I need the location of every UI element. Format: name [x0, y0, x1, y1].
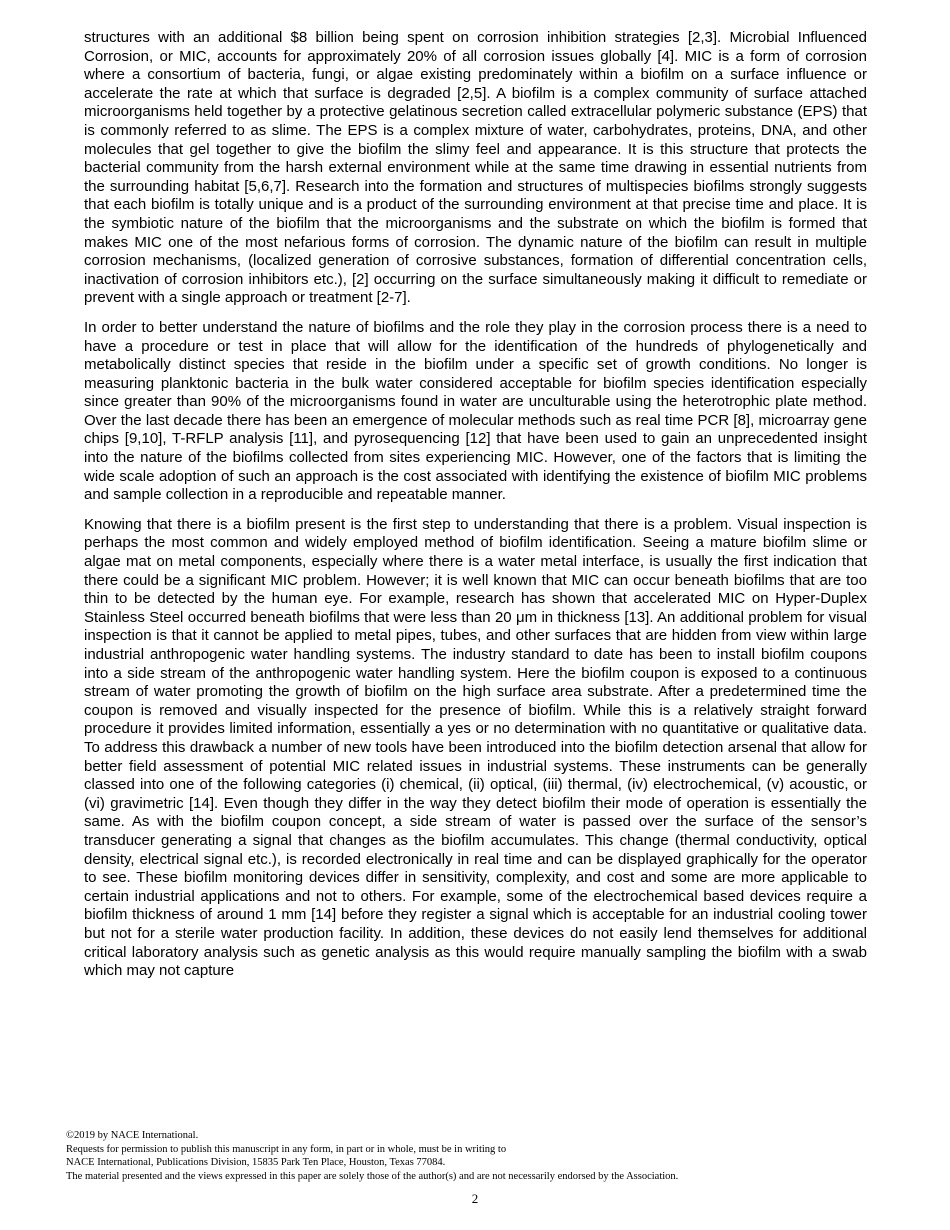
footer-address: NACE International, Publications Division, 15835 Park Ten Place, Houston, Texas 77084. [66, 1157, 446, 1169]
paragraph-2: In order to better understand the nature of biofilms and the role they play in the corrosion process there is a need to have a procedure or test in place that will allow for the identification of the hundreds of phylogenetically and metabolically distinct species that reside in the biofilm under a specific set of growth conditions. No longer is measuring planktonic bacteria in the bulk water considered acceptable for biofilm species identification especially since greater than 90% of the microorganisms found in water are unculturable using the heterotrophic plate method. Over the last decade there has been an emergence of molecular methods such as real time PCR [8], microarray gene chips [9,10], T-RFLP analysis [11], and pyrosequencing [12] that have been used to gain an unprecedented insight into the nature of the biofilms collected from sites experiencing MIC. However, one of the factors that is limiting the wide scale adoption of such an approach is the cost associated with identifying the existence of biofilm MIC problems and sample collection in a reproducible and repeatable manner. [84, 318, 867, 504]
paragraph-3: Knowing that there is a biofilm present is the first step to understanding that there is a problem. Visual inspection is perhaps the most common and widely employed method of biofilm identification. Seeing a mature biofilm slime or algae mat on metal components, especially where there is a water metal interface, is usually the first indication that there could be a significant MIC problem. However; it is well known that MIC can occur beneath biofilms that are too thin to be detected by the human eye. For example, research has shown that accelerated MIC on Hyper-Duplex Stainless Steel occurred beneath biofilms that were less than 20 μm in thickness [13]. An additional problem for visual inspection is that it cannot be applied to metal pipes, tubes, and other surfaces that are hidden from view within large industrial anthropogenic water handling systems. The industry standard to date has been to install biofilm coupons into a side stream of the anthropogenic water handling system. Here the biofilm coupon is exposed to a continuous stream of water promoting the growth of biofilm on the high surface area substrate. After a predetermined time the coupon is removed and visually inspected for the presence of biofilm. While this is a relatively straight forward procedure it provides limited information, essentially a yes or no determination with no quantitative or qualitative data. To address this drawback a number of new tools have been introduced into the biofilm detection arsenal that allow for better field assessment of potential MIC related issues in industrial systems. These instruments can be generally classed into one of the following categories (i) chemical, (ii) optical, (iii) thermal, (iv) electrochemical, (v) acoustic, or (vi) gravimetric [14]. Even though they differ in the way they detect biofilm their mode of operation is essentially the same. As with the biofilm coupon concept, a side stream of water is passed over the surface of the sensor’s transducer generating a signal that changes as the biofilm accumulates. This change (thermal conductivity, optical density, electrical signal etc.), is recorded electronically in real time and can be displayed graphically for the operator to see. These biofilm monitoring devices differ in sensitivity, complexity, and cost and some are more applicable to certain industrial applications and not to others. For example, some of the electrochemical based devices require a biofilm thickness of around 1 mm [14] before they register a signal which is acceptable for an industrial cooling tower but not for a sterile water production facility. In addition, these devices do not easily lend themselves for additional critical laboratory analysis such as genetic analysis as this would require manually sampling the biofilm with a swab which may not capture [84, 515, 867, 980]
footer-permission: Requests for permission to publish this manuscript in any form, in part or in whole, must be in writing to [66, 1143, 507, 1155]
copyright-footer [66, 1129, 886, 1183]
footer-disclaimer: The material presented and the views expressed in this paper are solely those of the author(s) and are not necessarily endorsed by the Association. [66, 1170, 679, 1182]
footer-copyright: ©2019 by NACE International. [66, 1130, 199, 1141]
paragraph-1: structures with an additional $8 billion being spent on corrosion inhibition strategies [2,3]. Microbial Influenced Corrosion, or MIC, accounts for approximately 20% of all corrosion issues globally [4]. MIC is a form of corrosion where a consortium of bacteria, fungi, or algae existing predominately within a biofilm on a surface influence or accelerate the rate at which that surface is degraded [2,5]. A biofilm is a complex community of surface attached microorganisms held together by a protective gelatinous secretion called extracellular polymeric substance (EPS) that is commonly referred to as slime. The EPS is a complex mixture of water, carbohydrates, proteins, DNA, and other molecules that gel together to give the biofilm the slimy feel and appearance. It is this structure that protects the bacterial community from the harsh external environment while at the same time drawing in essential nutrients from the surrounding habitat [5,6,7]. Research into the formation and structures of multispecies biofilms strongly suggests that each biofilm is totally unique and is a product of the surrounding environment at that precise time and place. It is the symbiotic nature of the biofilm that the microorganisms and the substrate on which the biofilm is formed that makes MIC one of the most nefarious forms of corrosion. The dynamic nature of the biofilm can result in multiple corrosion mechanisms, (localized generation of corrosive substances, formation of differential concentration cells, inactivation of corrosion inhibitors etc.), [2] occurring on the surface simultaneously making it difficult to remediate or prevent with a single approach or treatment [2-7]. [84, 29, 867, 307]
page-number: 2 [471, 1191, 479, 1206]
body-text [84, 29, 867, 992]
